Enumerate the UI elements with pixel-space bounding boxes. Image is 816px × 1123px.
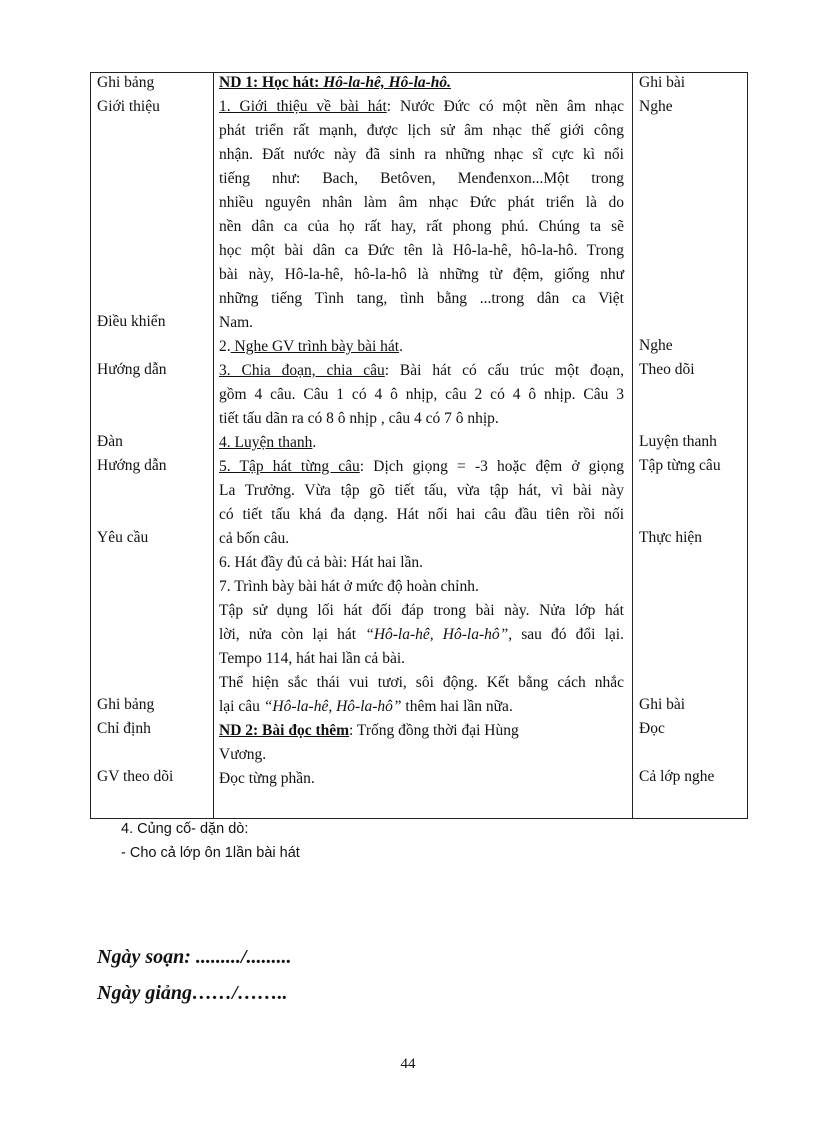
paragraph-line: Tempo 114, hát hai lần cả bài. bbox=[219, 650, 405, 667]
paragraph-line: cả bốn câu. bbox=[219, 530, 290, 547]
section-warmup-line bbox=[219, 431, 624, 455]
nd2-heading: ND 2: Bài đọc thêm bbox=[219, 722, 350, 739]
section-intro-line bbox=[219, 95, 624, 119]
consolidation-heading: 4. Củng cố- dặn dò: bbox=[121, 821, 249, 837]
paragraph-text: lời, nửa còn lại hát bbox=[219, 626, 366, 643]
section-practice-text: : Dịch giọng = -3 hoặc đệm ở giọng bbox=[359, 458, 624, 475]
student-activity: Thực hiện bbox=[639, 529, 703, 546]
song-quote: “Hô-la-hê, Hô-la-hô” bbox=[365, 626, 509, 643]
student-activity: Luyện thanh bbox=[639, 433, 717, 450]
section-divide-label: 3. Chia đoạn, chia câu bbox=[219, 362, 385, 379]
teacher-activity: Giới thiệu bbox=[97, 98, 160, 115]
table-border-right bbox=[747, 72, 748, 819]
section-practice-line bbox=[219, 455, 624, 479]
section-divide-line bbox=[219, 359, 624, 383]
paragraph-line: nền dân ca của họ rất hay, rất phong phú. Chúng ta sẽ bbox=[219, 218, 624, 235]
nd1-heading-label: ND 1: Học hát: bbox=[219, 74, 324, 91]
teacher-activity: Hướng dẫn bbox=[97, 457, 167, 474]
paragraph-line: phát triển rất mạnh, được lịch sử âm nhạc thế giới công bbox=[219, 122, 624, 139]
paragraph-line: có tiết tấu khá đa dạng. Hát nối hai câu đầu tiên rồi nối bbox=[219, 506, 624, 523]
paragraph-line: La Trưởng. Vừa tập gõ tiết tấu, vừa tập hát, vì bài này bbox=[219, 482, 624, 499]
paragraph-line: những tiếng Tình tang, tình bằng ...trong dân ca Việt bbox=[219, 290, 624, 307]
teaching-date: Ngày giảng……/…….. bbox=[97, 982, 288, 1004]
student-activity: Nghe bbox=[639, 337, 673, 354]
paragraph-line: nhiều nguyên nhân làm âm nhạc Đức phát triển là do bbox=[219, 194, 624, 211]
table-divider-2 bbox=[632, 72, 633, 819]
page-number: 44 bbox=[400, 1056, 416, 1072]
section-listen-label: Nghe GV trình bày bài hát bbox=[230, 338, 400, 355]
paragraph-line bbox=[219, 695, 624, 719]
student-activity: Đọc bbox=[639, 720, 665, 737]
teacher-activity: Điều khiển bbox=[97, 313, 166, 330]
paragraph-line: Thể hiện sắc thái vui tươi, sôi động. Kết bằng cách nhắc bbox=[219, 674, 624, 691]
table-border-left bbox=[90, 72, 91, 819]
section-full-song: 6. Hát đầy đủ cả bài: Hát hai lần. bbox=[219, 554, 424, 571]
student-activity: Ghi bài bbox=[639, 696, 686, 713]
paragraph-line: học một bài dân ca Đức tên là Hô-la-hê, hô-la-hô. Trong bbox=[219, 242, 624, 259]
nd1-heading bbox=[219, 71, 624, 95]
section-warmup-label: 4. Luyện thanh bbox=[219, 434, 313, 451]
preparation-date: Ngày soạn: ........./......... bbox=[97, 946, 292, 968]
teacher-activity: Ghi bảng bbox=[97, 696, 155, 713]
homework-note: - Cho cả lớp ôn 1lần bài hát bbox=[121, 845, 300, 861]
section-listen-line bbox=[219, 335, 624, 359]
paragraph-line: Vương. bbox=[219, 746, 267, 763]
section-listen-number: 2. bbox=[219, 338, 231, 355]
song-quote: “Hô-la-hê, Hô-la-hô” bbox=[263, 698, 402, 715]
teacher-activity: GV theo dõi bbox=[97, 768, 174, 785]
student-activity: Theo dõi bbox=[639, 361, 695, 378]
paragraph-line: gồm 4 câu. Câu 1 có 4 ô nhịp, câu 2 có 4 ô nhịp. Câu 3 bbox=[219, 386, 624, 403]
paragraph-line: tiếng như: Bach, Betôven, Menđenxon...Một trong bbox=[219, 170, 624, 187]
paragraph-line: tiết tấu dãn ra có 8 ô nhịp , câu 4 có 7 ô nhịp. bbox=[219, 410, 499, 427]
student-activity: Ghi bài bbox=[639, 74, 686, 91]
teacher-activity: Đàn bbox=[97, 433, 123, 450]
teacher-activity: Chỉ định bbox=[97, 720, 151, 737]
section-intro-text: : Nước Đức có một nền âm nhạc bbox=[386, 98, 624, 115]
paragraph-line bbox=[219, 623, 624, 647]
section-practice-label: 5. Tập hát từng câu bbox=[219, 458, 360, 475]
nd2-text: : Trống đồng thời đại Hùng bbox=[349, 722, 519, 739]
paragraph-line: Đọc từng phần. bbox=[219, 770, 315, 787]
paragraph-text: , sau đó đổi lại. bbox=[508, 626, 624, 643]
section-performance: 7. Trình bày bài hát ở mức độ hoàn chỉnh. bbox=[219, 578, 479, 595]
student-activity: Cả lớp nghe bbox=[639, 768, 715, 785]
nd2-heading-line bbox=[219, 719, 624, 743]
nd1-song-title: Hô-la-hê, Hô-la-hô. bbox=[323, 74, 452, 91]
teacher-activity: Hướng dẫn bbox=[97, 361, 167, 378]
paragraph-line: nhận. Đất nước này đã sinh ra những nhạc sĩ cực kì nổi bbox=[219, 146, 624, 163]
paragraph-text: thêm hai lần nữa. bbox=[401, 698, 513, 715]
paragraph-line: Nam. bbox=[219, 314, 254, 331]
section-listen-dot: . bbox=[399, 338, 403, 355]
paragraph-line: Tập sử dụng lối hát đối đáp trong bài này. Nửa lớp hát bbox=[219, 602, 624, 619]
student-activity: Nghe bbox=[639, 98, 673, 115]
teacher-activity: Ghi bảng bbox=[97, 74, 155, 91]
section-divide-text: : Bài hát có cấu trúc một đoạn, bbox=[384, 362, 625, 379]
teacher-activity: Yêu cầu bbox=[97, 529, 149, 546]
student-activity: Tập từng câu bbox=[639, 457, 721, 474]
paragraph-line: bài này, Hô-la-hê, hô-la-hô là những từ đệm, giống như bbox=[219, 266, 624, 283]
paragraph-text: lại câu bbox=[219, 698, 264, 715]
table-divider-1 bbox=[213, 72, 214, 819]
section-warmup-dot: . bbox=[312, 434, 317, 451]
section-intro-label: 1. Giới thiệu về bài hát bbox=[219, 98, 387, 115]
